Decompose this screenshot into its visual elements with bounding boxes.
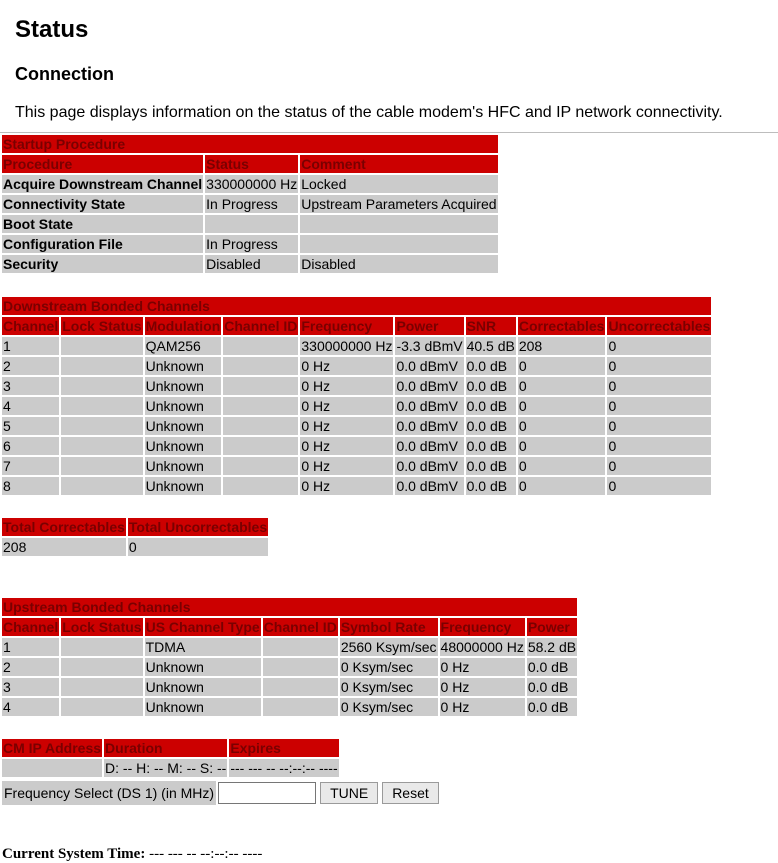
power: 58.2 dB	[527, 639, 577, 655]
column-header: Frequency	[440, 618, 525, 636]
lock-status	[61, 638, 142, 656]
frequency: 0 Hz	[440, 658, 525, 676]
snr: 0.0 dB	[466, 417, 516, 435]
system-time-value: --- --- -- --:--:-- ----	[149, 846, 263, 862]
channel-id	[223, 397, 298, 415]
column-header: Lock Status	[62, 318, 142, 334]
lock-status	[61, 357, 142, 375]
lock-status	[61, 377, 142, 395]
cm-ip-table	[0, 737, 341, 779]
snr: 0.0 dB	[466, 457, 516, 475]
procedure-name: Security	[2, 255, 203, 273]
cm-ip-address	[2, 759, 102, 777]
channel-type: TDMA	[145, 638, 261, 656]
snr: 0.0 dB	[466, 357, 516, 375]
page-title: Status	[15, 16, 89, 43]
column-header: Channel	[3, 619, 59, 635]
column-header: Channel	[3, 318, 59, 334]
column-header: Duration	[104, 739, 227, 757]
column-header: Uncorrectables	[608, 318, 711, 334]
frequency: 0 Hz	[300, 417, 393, 435]
procedure-comment: Disabled	[300, 255, 497, 273]
frequency: 0 Hz	[300, 437, 393, 455]
correctables: 0	[518, 377, 606, 395]
uncorrectables: 0	[607, 477, 711, 495]
column-header: Expires	[229, 739, 338, 757]
column-header: SNR	[466, 317, 516, 335]
lease-duration: D: -- H: -- M: -- S: --	[105, 760, 227, 776]
channel-number: 7	[2, 457, 59, 475]
power: 0.0 dBmV	[395, 377, 463, 395]
procedure-status: In Progress	[205, 235, 298, 253]
table-row	[2, 337, 711, 355]
channel-number: 3	[2, 678, 59, 696]
modulation: Unknown	[145, 397, 222, 415]
channel-id	[223, 437, 298, 455]
channel-id	[223, 477, 298, 495]
channel-id	[223, 457, 298, 475]
header-row	[2, 618, 577, 636]
power: 0.0 dBmV	[395, 417, 463, 435]
correctables: 0	[518, 437, 606, 455]
total-correctables: 208	[2, 538, 126, 556]
power: 0.0 dBmV	[395, 357, 463, 375]
channel-id	[223, 357, 298, 375]
table-title: Downstream Bonded Channels	[2, 297, 711, 315]
snr: 0.0 dB	[466, 397, 516, 415]
frequency: 0 Hz	[300, 397, 393, 415]
channel-number: 8	[2, 477, 59, 495]
table-row	[2, 477, 711, 495]
column-header: Power	[395, 317, 463, 335]
table-row	[2, 377, 711, 395]
tune-button[interactable]: TUNE	[320, 782, 378, 804]
procedure-comment: Locked	[300, 175, 497, 193]
column-header: US Channel Type	[145, 619, 260, 635]
power: 0.0 dB	[527, 658, 577, 676]
channel-id	[263, 698, 338, 716]
correctables: 0	[518, 477, 606, 495]
table-title: Upstream Bonded Channels	[2, 598, 577, 616]
power: 0.0 dBmV	[395, 437, 463, 455]
lock-status	[61, 698, 142, 716]
channel-id	[223, 377, 298, 395]
modulation: Unknown	[145, 437, 222, 455]
channel-type: Unknown	[145, 678, 261, 696]
channel-id	[223, 417, 298, 435]
procedure-name: Acquire Downstream Channel	[3, 176, 203, 192]
table-row	[2, 255, 498, 273]
channel-id	[263, 678, 338, 696]
modulation: Unknown	[145, 377, 222, 395]
uncorrectables: 0	[607, 457, 711, 475]
uncorrectables: 0	[607, 357, 711, 375]
current-system-time	[2, 846, 262, 863]
frequency: 0 Hz	[300, 457, 393, 475]
table-title: Startup Procedure	[2, 135, 498, 153]
downstream-channels-table	[0, 295, 713, 497]
snr: 0.0 dB	[466, 437, 516, 455]
procedure-name: Configuration File	[2, 235, 203, 253]
table-row	[2, 638, 577, 656]
column-header: Channel ID	[224, 318, 298, 334]
procedure-comment: Upstream Parameters Acquired	[301, 196, 497, 212]
table-row	[2, 235, 498, 253]
table-row	[2, 538, 268, 556]
symbol-rate: 0 Ksym/sec	[340, 698, 438, 716]
power: -3.3 dBmV	[396, 338, 463, 354]
frequency: 48000000 Hz	[440, 639, 524, 655]
snr: 40.5 dB	[466, 338, 515, 354]
channel-type: Unknown	[145, 658, 261, 676]
table-row	[2, 678, 577, 696]
modulation: Unknown	[145, 417, 222, 435]
procedure-status: 330000000 Hz	[206, 176, 298, 192]
table-row	[2, 195, 498, 213]
procedure-status: In Progress	[205, 195, 298, 213]
channel-number: 1	[2, 638, 59, 656]
column-header: Lock Status	[62, 619, 142, 635]
page-description: This page displays information on the status of the cable modem's HFC and IP network connectivity.	[15, 104, 723, 121]
lock-status	[61, 397, 142, 415]
lock-status	[61, 457, 142, 475]
table-row	[2, 357, 711, 375]
totals-table	[0, 516, 270, 558]
lock-status	[61, 437, 142, 455]
downstream-rows	[2, 337, 711, 495]
table-row	[2, 658, 577, 676]
frequency: 0 Hz	[440, 678, 525, 696]
column-header: Procedure	[2, 155, 203, 173]
table-row	[2, 698, 577, 716]
column-header: CM IP Address	[3, 740, 102, 756]
snr: 0.0 dB	[466, 377, 516, 395]
modulation: Unknown	[145, 357, 222, 375]
column-header: Symbol Rate	[340, 618, 438, 636]
modulation: Unknown	[145, 457, 222, 475]
uncorrectables: 0	[607, 337, 711, 355]
table-row	[2, 437, 711, 455]
procedure-name: Connectivity State	[2, 195, 203, 213]
table-row	[2, 759, 339, 777]
column-header: Comment	[300, 155, 497, 173]
lock-status	[61, 658, 142, 676]
table-row	[2, 417, 711, 435]
upstream-rows	[2, 638, 577, 716]
modulation: QAM256	[145, 337, 222, 355]
frequency: 0 Hz	[440, 698, 525, 716]
lock-status	[61, 477, 142, 495]
column-header: Channel ID	[263, 619, 337, 635]
symbol-rate: 0 Ksym/sec	[340, 658, 438, 676]
channel-number: 4	[2, 698, 59, 716]
procedure-status: Disabled	[205, 255, 298, 273]
column-header: Total Correctables	[3, 519, 125, 535]
correctables: 0	[518, 457, 606, 475]
lock-status	[61, 417, 142, 435]
channel-number: 1	[2, 337, 59, 355]
lock-status	[61, 678, 142, 696]
snr: 0.0 dB	[466, 477, 516, 495]
column-header: Total Uncorrectables	[128, 519, 268, 535]
column-header: Correctables	[518, 318, 605, 334]
channel-number: 2	[2, 658, 59, 676]
frequency-select-row	[2, 781, 439, 805]
reset-button[interactable]: Reset	[382, 782, 439, 804]
uncorrectables: 0	[607, 417, 711, 435]
table-row	[2, 215, 498, 233]
total-uncorrectables: 0	[128, 538, 268, 556]
correctables: 0	[518, 417, 606, 435]
table-row	[2, 175, 498, 193]
channel-id	[263, 638, 338, 656]
power: 0.0 dBmV	[395, 477, 463, 495]
column-header: Modulation	[145, 318, 221, 334]
uncorrectables: 0	[607, 437, 711, 455]
table-row	[2, 397, 711, 415]
table-row	[2, 457, 711, 475]
procedure-comment	[300, 215, 497, 233]
upstream-channels-table	[0, 596, 579, 718]
uncorrectables: 0	[607, 377, 711, 395]
power: 0.0 dBmV	[395, 457, 463, 475]
page-subtitle: Connection	[15, 64, 114, 84]
frequency: 330000000 Hz	[301, 338, 393, 354]
uncorrectables: 0	[607, 397, 711, 415]
correctables: 0	[518, 397, 606, 415]
column-header: Status	[205, 155, 298, 173]
lock-status	[61, 337, 142, 355]
channel-number: 6	[2, 437, 59, 455]
frequency-input[interactable]	[218, 782, 316, 804]
procedure-comment	[300, 235, 497, 253]
channel-type: Unknown	[145, 698, 261, 716]
symbol-rate: 2560 Ksym/sec	[340, 639, 437, 655]
column-header: Power	[527, 618, 577, 636]
power: 0.0 dB	[527, 698, 577, 716]
channel-id	[263, 658, 338, 676]
power: 0.0 dBmV	[395, 397, 463, 415]
procedure-name: Boot State	[2, 215, 203, 233]
frequency-select-label: Frequency Select (DS 1) (in MHz)	[2, 781, 216, 805]
startup-procedure-table	[0, 133, 500, 275]
frequency: 0 Hz	[300, 357, 393, 375]
modulation: Unknown	[145, 477, 222, 495]
lease-expires: --- --- -- --:--:-- ----	[230, 760, 338, 776]
power: 0.0 dB	[527, 678, 577, 696]
correctables: 0	[518, 357, 606, 375]
channel-id	[223, 337, 298, 355]
system-time-label: Current System Time:	[2, 846, 146, 862]
header-row	[2, 317, 711, 335]
channel-number: 5	[2, 417, 59, 435]
symbol-rate: 0 Ksym/sec	[340, 678, 438, 696]
channel-number: 2	[2, 357, 59, 375]
procedure-status	[205, 215, 298, 233]
channel-number: 4	[2, 397, 59, 415]
correctables: 208	[518, 337, 606, 355]
channel-number: 3	[2, 377, 59, 395]
column-header: Frequency	[300, 317, 393, 335]
frequency: 0 Hz	[300, 477, 393, 495]
frequency: 0 Hz	[300, 377, 393, 395]
